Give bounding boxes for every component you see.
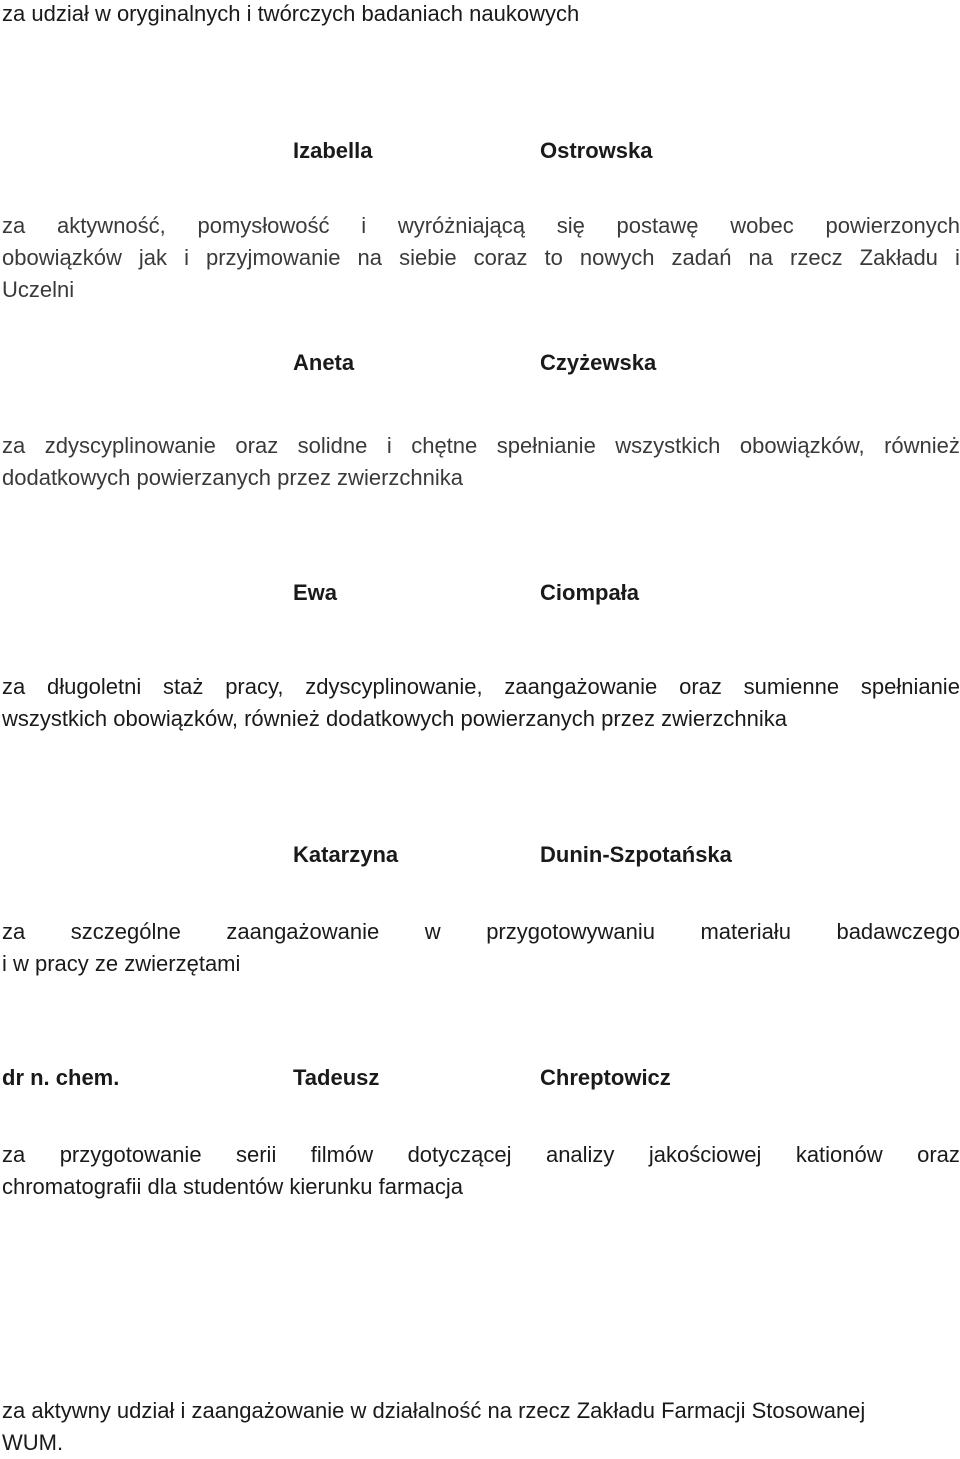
word: spełnianie — [860, 674, 960, 699]
word: pracy, — [225, 674, 284, 699]
word: chętne — [411, 433, 478, 458]
award-reason-line — [2, 1139, 960, 1171]
word: coraz — [473, 245, 528, 270]
word: wyróżniającą — [397, 213, 525, 238]
first-name: Aneta — [293, 350, 355, 375]
word: i — [386, 433, 392, 458]
last-name: Ciompała — [540, 580, 640, 605]
word: przyjmowanie — [206, 245, 341, 270]
award-reason-line: wszystkich obowiązków, również dodatkowych powierzanych przez zwierzchnika — [2, 706, 787, 731]
word: za — [2, 674, 26, 699]
award-reason-line — [2, 916, 960, 948]
word: zaangażowanie — [226, 919, 380, 944]
word: staż — [163, 674, 204, 699]
word: rzecz — [790, 245, 843, 270]
first-name: Ewa — [293, 580, 338, 605]
word: za — [2, 213, 26, 238]
word: na — [748, 245, 773, 270]
word: badawczego — [836, 919, 960, 944]
word: za — [2, 433, 26, 458]
award-reason-line — [2, 242, 960, 274]
word: i — [954, 245, 960, 270]
academic-title: dr n. chem. — [2, 1065, 120, 1090]
first-name: Izabella — [293, 138, 373, 163]
word: filmów — [310, 1142, 374, 1167]
word: szczególne — [70, 919, 181, 944]
last-name: Ostrowska — [540, 138, 653, 163]
word: nowych — [579, 245, 655, 270]
word: za — [2, 1142, 26, 1167]
word: dotyczącej — [407, 1142, 512, 1167]
word: zaangażowanie — [504, 674, 658, 699]
word: oraz — [679, 674, 722, 699]
word: obowiązków — [2, 245, 122, 270]
word: wobec — [730, 213, 794, 238]
word: oraz — [917, 1142, 960, 1167]
award-reason-line — [2, 430, 960, 462]
word: sumienne — [743, 674, 840, 699]
word: również — [884, 433, 960, 458]
word: i — [184, 245, 189, 270]
last-name: Dunin-Szpotańska — [540, 842, 732, 867]
word: solidne — [297, 433, 368, 458]
word: siebie — [399, 245, 457, 270]
word: długoletni — [47, 674, 142, 699]
word: przygotowanie — [59, 1142, 202, 1167]
word: serii — [236, 1142, 277, 1167]
award-reason-line: dodatkowych powierzanych przez zwierzchnika — [2, 465, 463, 490]
last-name: Chreptowicz — [540, 1065, 671, 1090]
word: wszystkich — [615, 433, 721, 458]
award-name-row — [0, 839, 960, 871]
word: zadań — [671, 245, 732, 270]
award-reason-line — [2, 671, 960, 703]
first-name: Tadeusz — [293, 1065, 380, 1090]
award-name-row — [0, 577, 960, 609]
word: i — [361, 213, 367, 238]
word: kationów — [795, 1142, 883, 1167]
word: na — [357, 245, 383, 270]
word: aktywność, — [56, 213, 166, 238]
word: analizy — [545, 1142, 615, 1167]
word: w — [424, 919, 441, 944]
word: postawę — [616, 213, 699, 238]
word: za — [2, 919, 26, 944]
award-reason-line: chromatografii dla studentów kierunku farmacja — [2, 1174, 464, 1199]
word: pomysłowość — [197, 213, 330, 238]
award-name-row — [0, 347, 960, 379]
word: się — [556, 213, 585, 238]
award-reason-line — [2, 210, 960, 242]
word: zdyscyplinowanie — [44, 433, 216, 458]
intro-text: za udział w oryginalnych i twórczych badaniach naukowych — [2, 1, 580, 26]
word: obowiązków, — [739, 433, 865, 458]
word: powierzonych — [825, 213, 960, 238]
award-reason-line: i w pracy ze zwierzętami — [2, 951, 241, 976]
word: zdyscyplinowanie, — [305, 674, 483, 699]
award-name-row — [0, 1062, 960, 1094]
word: to — [544, 245, 563, 270]
award-name-row — [0, 135, 960, 167]
word: materiału — [700, 919, 791, 944]
word: jak — [138, 245, 168, 270]
word: jakościowej — [648, 1142, 762, 1167]
closing-text-line: WUM. — [2, 1430, 64, 1455]
word: spełnianie — [496, 433, 596, 458]
word: przygotowywaniu — [486, 919, 655, 944]
closing-text-line: za aktywny udział i zaangażowanie w działalność na rzecz Zakładu Farmacji Stosowanej — [2, 1398, 866, 1423]
last-name: Czyżewska — [540, 350, 657, 375]
first-name: Katarzyna — [293, 842, 399, 867]
word: Zakładu — [859, 245, 938, 270]
award-reason-line: Uczelni — [2, 277, 75, 302]
word: oraz — [235, 433, 279, 458]
